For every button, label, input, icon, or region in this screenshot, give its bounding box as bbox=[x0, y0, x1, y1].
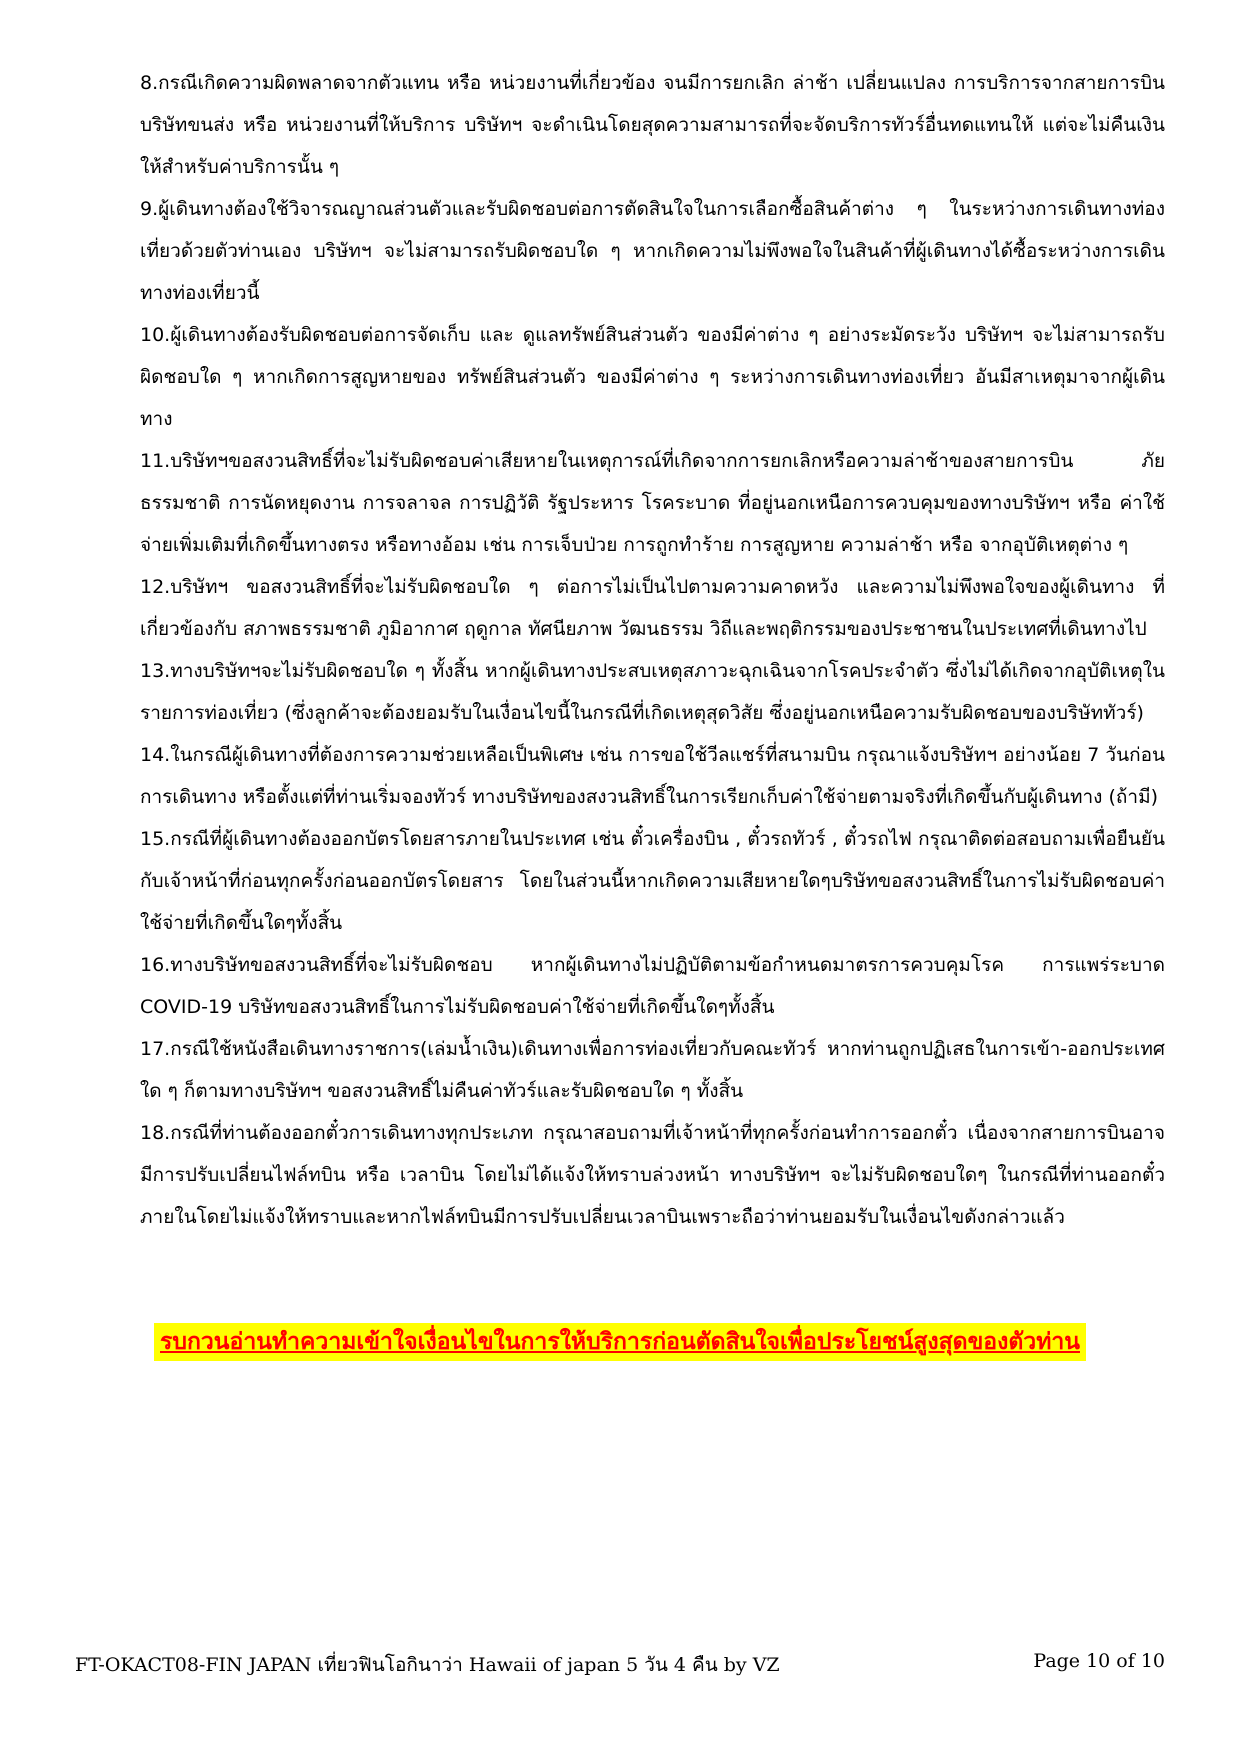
clause-14: 14.ในกรณีผู้เดินทางที่ต้องการความช่วยเหลือเป็นพิเศษ เช่น การขอใช้วีลแชร์ที่สนามบิน กรุณาแจ้งบริษัทฯ อย่างน้อย 7 วันก่อนการเดินทาง หรือตั้งแต่ที่ท่านเริ่มจองทัวร์ ทางบริษัทของสงวนสิทธิ์ในการเรียกเก็บค่าใช้จ่ายตามจริงที่เกิดขึ้นกับผู้เดินทาง (ถ้ามี) bbox=[140, 744, 1165, 808]
footer-tour-code: FT-OKACT08-FIN JAPAN เที่ยวฟินโอกินาว่า Hawaii of japan 5 วัน 4 คืน by VZ bbox=[75, 1654, 780, 1676]
clause-15: 15.กรณีที่ผู้เดินทางต้องออกบัตรโดยสารภายในประเทศ เช่น ตั๋วเครื่องบิน , ตั๋วรถทัวร์ , ตั๋วรถไฟ กรุณาติดต่อสอบถามเพื่อยืนยันกับเจ้าหน้าที่ก่อนทุกครั้งก่อนออกบัตรโดยสาร โดยในส่วนนี้หากเกิดความเสียหายใดๆบริษัทขอสงวนสิทธิ์ในการไม่รับผิดชอบค่าใช้จ่ายที่เกิดขึ้นใดๆทั้งสิ้น bbox=[140, 828, 1165, 934]
clause-9: 9.ผู้เดินทางต้องใช้วิจารณญาณส่วนตัวและรับผิดชอบต่อการตัดสินใจในการเลือกซื้อสินค้าต่าง ๆ ในระหว่างการเดินทางท่องเที่ยวด้วยตัวท่านเอง บริษัทฯ จะไม่สามารถรับผิดชอบใด ๆ หากเกิดความไม่พึงพอใจในสินค้าที่ผู้เดินทางได้ซื้อระหว่างการเดินทางท่องเที่ยวนี้ bbox=[140, 198, 1165, 304]
clause-17: 17.กรณีใช้หนังสือเดินทางราชการ(เล่มน้ำเงิน)เดินทางเพื่อการท่องเที่ยวกับคณะทัวร์ หากท่านถูกปฏิเสธในการเข้า-ออกประเทศใด ๆ ก็ตามทางบริษัทฯ ขอสงวนสิทธิ์ไม่คืนค่าทัวร์และรับผิดชอบใด ๆ ทั้งสิ้น bbox=[140, 1038, 1165, 1102]
clause-18: 18.กรณีที่ท่านต้องออกตั๋วการเดินทางทุกประเภท กรุณาสอบถามที่เจ้าหน้าที่ทุกครั้งก่อนทำการออกตั๋ว เนื่องจากสายการบินอาจมีการปรับเปลี่ยนไฟล์ทบิน หรือ เวลาบิน โดยไม่ได้แจ้งให้ทราบล่วงหน้า ทางบริษัทฯ จะไม่รับผิดชอบใดๆ ในกรณีที่ท่านออกตั๋วภายในโดยไม่แจ้งให้ทราบและหากไฟล์ทบินมีการปรับเปลี่ยนเวลาบินเพราะถือว่าท่านยอมรับในเงื่อนไขดังกล่าวแล้ว bbox=[140, 1122, 1165, 1228]
footer-page-number: Page 10 of 10 bbox=[1033, 1650, 1165, 1672]
clause-11: 11.บริษัทฯขอสงวนสิทธิ์ที่จะไม่รับผิดชอบค่าเสียหายในเหตุการณ์ที่เกิดจากการยกเลิกหรือความล่าช้าของสายการบิน ภัยธรรมชาติ การนัดหยุดงาน การจลาจล การปฏิวัติ รัฐประหาร โรคระบาด ที่อยู่นอกเหนือการควบคุมของทางบริษัทฯ หรือ ค่าใช้จ่ายเพิ่มเติมที่เกิดขึ้นทางตรง หรือทางอ้อม เช่น การเจ็บป่วย การถูกทำร้าย การสูญหาย ความล่าช้า หรือ จากอุบัติเหตุต่าง ๆ bbox=[140, 450, 1165, 556]
highlighted-notice: รบกวนอ่านทำความเข้าใจเงื่อนไขในการให้บริการก่อนตัดสินใจเพื่อประโยชน์สูงสุดของตัวท่าน bbox=[154, 1323, 1086, 1361]
clause-13: 13.ทางบริษัทฯจะไม่รับผิดชอบใด ๆ ทั้งสิ้น หากผู้เดินทางประสบเหตุสภาวะฉุกเฉินจากโรคประจำตัว ซึ่งไม่ได้เกิดจากอุบัติเหตุในรายการท่องเที่ยว (ซึ่งลูกค้าจะต้องยอมรับในเงื่อนไขนี้ในกรณีที่เกิดเหตุสุดวิสัย ซึ่งอยู่นอกเหนือความรับผิดชอบของบริษัททัวร์) bbox=[140, 660, 1165, 724]
notice-container bbox=[0, 1323, 1240, 1361]
terms-list bbox=[140, 62, 1165, 1238]
clause-10: 10.ผู้เดินทางต้องรับผิดชอบต่อการจัดเก็บ และ ดูแลทรัพย์สินส่วนตัว ของมีค่าต่าง ๆ อย่างระมัดระวัง บริษัทฯ จะไม่สามารถรับผิดชอบใด ๆ หากเกิดการสูญหายของ ทรัพย์สินส่วนตัว ของมีค่าต่าง ๆ ระหว่างการเดินทางท่องเที่ยว อันมีสาเหตุมาจากผู้เดินทาง bbox=[140, 324, 1165, 430]
clause-16: 16.ทางบริษัทขอสงวนสิทธิ์ที่จะไม่รับผิดชอบ หากผู้เดินทางไม่ปฏิบัติตามข้อกำหนดมาตรการควบคุมโรค การแพร่ระบาด COVID-19 บริษัทขอสงวนสิทธิ์ในการไม่รับผิดชอบค่าใช้จ่ายที่เกิดขึ้นใดๆทั้งสิ้น bbox=[140, 954, 1165, 1018]
clause-8: 8.กรณีเกิดความผิดพลาดจากตัวแทน หรือ หน่วยงานที่เกี่ยวข้อง จนมีการยกเลิก ล่าช้า เปลี่ยนแปลง การบริการจากสายการบิน บริษัทขนส่ง หรือ หน่วยงานที่ให้บริการ บริษัทฯ จะดำเนินโดยสุดความสามารถที่จะจัดบริการทัวร์อื่นทดแทนให้ แต่จะไม่คืนเงินให้สำหรับค่าบริการนั้น ๆ bbox=[140, 72, 1165, 178]
clause-12: 12.บริษัทฯ ขอสงวนสิทธิ์ที่จะไม่รับผิดชอบใด ๆ ต่อการไม่เป็นไปตามความคาดหวัง และความไม่พึงพอใจของผู้เดินทาง ที่เกี่ยวข้องกับ สภาพธรรมชาติ ภูมิอากาศ ฤดูกาล ทัศนียภาพ วัฒนธรรม วิถีและพฤติกรรมของประชาชนในประเทศที่เดินทางไป bbox=[140, 576, 1165, 640]
